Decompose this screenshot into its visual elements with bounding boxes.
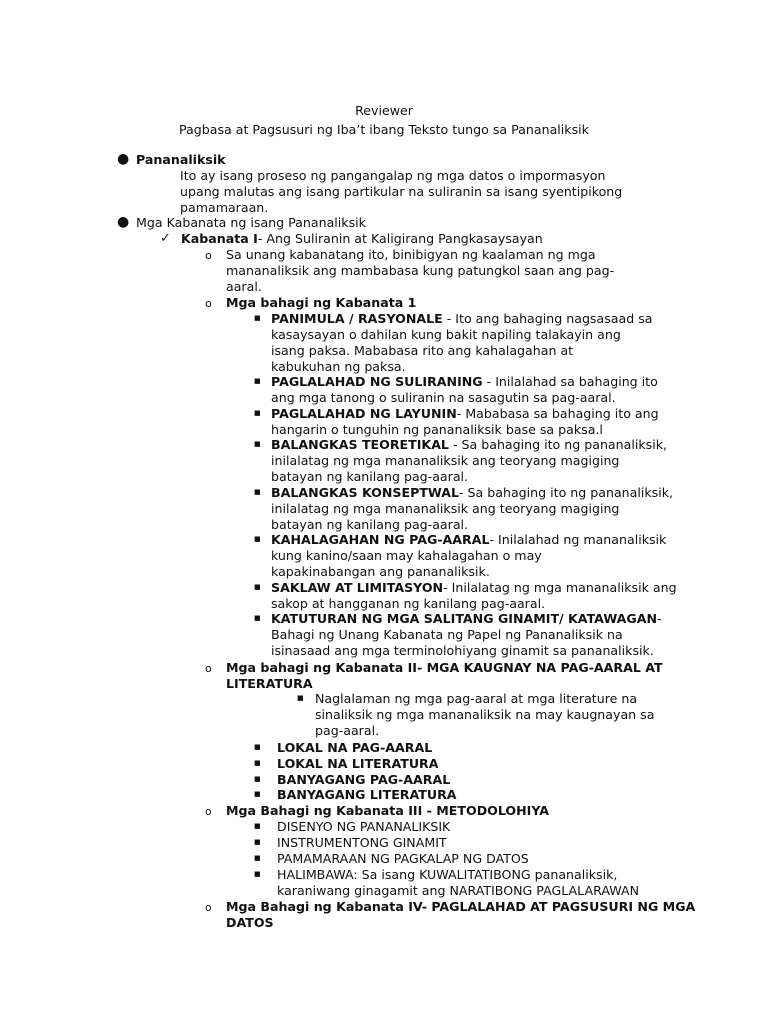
square-bullet-icon: ■ xyxy=(297,694,304,702)
part-desc: - Ito ang bahaging nagsasaad sa xyxy=(442,311,653,326)
part-item xyxy=(271,485,673,501)
circle-bullet-icon: o xyxy=(205,297,212,310)
part-desc: - Inilalahad sa bahaging ito xyxy=(482,374,658,389)
part-desc: - Sa bahaging ito ng pananaliksik, xyxy=(458,485,674,500)
part-term: BALANGKAS KONSEPTWAL xyxy=(271,485,459,500)
pananaliksik-definition-line: Ito ay isang proseso ng pangangalap ng mga datos o impormasyon xyxy=(180,168,606,183)
circle-bullet-icon: o xyxy=(205,662,212,675)
part-item xyxy=(271,611,662,627)
part-desc-line: kabukuhan ng paksa. xyxy=(271,359,406,374)
kabanata3-item: PAMAMARAAN NG PAGKALAP NG DATOS xyxy=(277,851,529,866)
square-bullet-icon: ■ xyxy=(254,535,261,543)
bullet-icon: ● xyxy=(117,151,130,167)
part-desc-line: inilalatag ng mga mananaliksik ang teoryang magiging xyxy=(271,501,620,516)
square-bullet-icon: ■ xyxy=(254,775,261,783)
kabanata2-item: BANYAGANG PAG-AARAL xyxy=(277,772,451,787)
part-desc: - Inilalahad ng mananaliksik xyxy=(489,532,667,547)
part-desc: - Mababasa sa bahaging ito ang xyxy=(456,406,659,421)
pananaliksik-definition-line: upang malutas ang isang partikular na suliranin sa isang syentipikong xyxy=(180,184,623,199)
kabanata1-title-rest: - Ang Suliranin at Kaligirang Pangkasaysayan xyxy=(257,231,543,246)
kabanata2-desc-line: pag-aaral. xyxy=(315,723,380,738)
part-desc-line: inilalatag ng mga mananaliksik ang teoryang magiging xyxy=(271,453,620,468)
circle-bullet-icon: o xyxy=(205,805,212,818)
part-term: PANIMULA / RASYONALE xyxy=(271,311,443,326)
circle-bullet-icon: o xyxy=(205,901,212,914)
bullet-icon: ● xyxy=(117,214,130,230)
square-bullet-icon: ■ xyxy=(254,377,261,385)
kabanata4-heading: Mga Bahagi ng Kabanata IV- PAGLALAHAD AT PAGSUSURI NG MGA xyxy=(226,899,696,914)
square-bullet-icon: ■ xyxy=(254,838,261,846)
kabanata1-parts-heading: Mga bahagi ng Kabanata 1 xyxy=(226,295,417,310)
circle-bullet-icon: o xyxy=(205,249,212,262)
kabanata1-title-bold: Kabanata I xyxy=(181,231,258,246)
kabanata3-halimbawa-line: HALIMBAWA: Sa isang KUWALITATIBONG pananaliksik, xyxy=(277,867,618,882)
kabanata-section-heading: Mga Kabanata ng isang Pananaliksik xyxy=(136,215,366,230)
part-item xyxy=(271,374,658,390)
square-bullet-icon: ■ xyxy=(254,440,261,448)
part-term: PAGLALAHAD NG LAYUNIN xyxy=(271,406,457,421)
kabanata4-heading-cont: DATOS xyxy=(226,915,274,930)
part-item xyxy=(271,437,667,453)
kabanata3-halimbawa-line: karaniwang ginagamit ang NARATIBONG PAGLALARAWAN xyxy=(277,883,640,898)
kabanata3-item: INSTRUMENTONG GINAMIT xyxy=(277,835,447,850)
part-desc: - xyxy=(657,611,662,626)
document-title: Reviewer xyxy=(355,103,413,118)
square-bullet-icon: ■ xyxy=(254,790,261,798)
square-bullet-icon: ■ xyxy=(254,870,261,878)
square-bullet-icon: ■ xyxy=(254,822,261,830)
kabanata1-intro-line: mananaliksik ang mambabasa kung patungkol saan ang pag- xyxy=(226,263,615,278)
kabanata1-title xyxy=(181,231,543,247)
kabanata2-heading-cont: LITERATURA xyxy=(226,676,313,691)
part-desc-line: batayan ng kanilang pag-aaral. xyxy=(271,469,469,484)
part-term: SAKLAW AT LIMITASYON xyxy=(271,580,444,595)
kabanata3-item: DISENYO NG PANANALIKSIK xyxy=(277,819,451,834)
kabanata2-desc-line: sinaliksik ng mga mananaliksik na may kaugnayan sa xyxy=(315,707,655,722)
part-desc: - Sa bahaging ito ng pananaliksik, xyxy=(448,437,667,452)
part-desc-line: Bahagi ng Unang Kabanata ng Papel ng Pananaliksik na xyxy=(271,627,623,642)
part-desc: - Inilalatag ng mga mananaliksik ang xyxy=(443,580,677,595)
part-term: BALANGKAS TEORETIKAL xyxy=(271,437,449,452)
square-bullet-icon: ■ xyxy=(254,583,261,591)
pananaliksik-definition-line: pamamaraan. xyxy=(180,200,269,215)
kabanata1-intro-line: aaral. xyxy=(226,279,262,294)
part-desc-line: hangarin o tunguhin ng pananaliksik base sa paksa.l xyxy=(271,422,603,437)
kabanata2-desc-line: Naglalaman ng mga pag-aaral at mga literature na xyxy=(315,691,638,706)
kabanata2-item: LOKAL NA PAG-AARAL xyxy=(277,740,433,755)
part-desc-line: kasaysayan o dahilan kung bakit napiling talakayin ang xyxy=(271,327,621,342)
part-desc-line: kapakinabangan ang pananaliksik. xyxy=(271,564,490,579)
pananaliksik-term: Pananaliksik xyxy=(136,152,226,167)
square-bullet-icon: ■ xyxy=(254,488,261,496)
kabanata1-intro-line: Sa unang kabanatang ito, binibigyan ng kaalaman ng mga xyxy=(226,247,596,262)
part-item xyxy=(271,532,666,548)
kabanata2-item: LOKAL NA LITERATURA xyxy=(277,756,439,771)
part-desc-line: kung kanino/saan may kahalagahan o may xyxy=(271,548,542,563)
kabanata3-heading: Mga Bahagi ng Kabanata III - METODOLOHIYA xyxy=(226,803,550,818)
part-item xyxy=(271,311,652,327)
part-desc-line: sakop at hangganan ng kanilang pag-aaral. xyxy=(271,596,546,611)
part-term: KATUTURAN NG MGA SALITANG GINAMIT/ KATAWAGAN xyxy=(271,611,658,626)
part-desc-line: batayan ng kanilang pag-aaral. xyxy=(271,517,469,532)
square-bullet-icon: ■ xyxy=(254,614,261,622)
square-bullet-icon: ■ xyxy=(254,314,261,322)
part-desc-line: isinasaad ang mga terminolohiyang ginamit sa pananaliksik. xyxy=(271,643,654,658)
square-bullet-icon: ■ xyxy=(254,854,261,862)
part-item xyxy=(271,406,659,422)
square-bullet-icon: ■ xyxy=(254,759,261,767)
kabanata2-item: BANYAGANG LITERATURA xyxy=(277,787,457,802)
kabanata2-heading: Mga bahagi ng Kabanata II- MGA KAUGNAY NA PAG-AARAL AT xyxy=(226,660,663,675)
square-bullet-icon: ■ xyxy=(254,409,261,417)
part-item xyxy=(271,580,677,596)
part-term: KAHALAGAHAN NG PAG-AARAL xyxy=(271,532,490,547)
part-desc-line: isang paksa. Mababasa rito ang kahalagahan at xyxy=(271,343,574,358)
document-subtitle: Pagbasa at Pagsusuri ng Iba’t ibang Teksto tungo sa Pananaliksik xyxy=(179,122,589,137)
square-bullet-icon: ■ xyxy=(254,743,261,751)
part-desc-line: ang mga tanong o suliranin na sasagutin sa pag-aaral. xyxy=(271,390,616,405)
checkmark-icon: ✓ xyxy=(160,231,171,246)
part-term: PAGLALAHAD NG SULIRANING xyxy=(271,374,483,389)
